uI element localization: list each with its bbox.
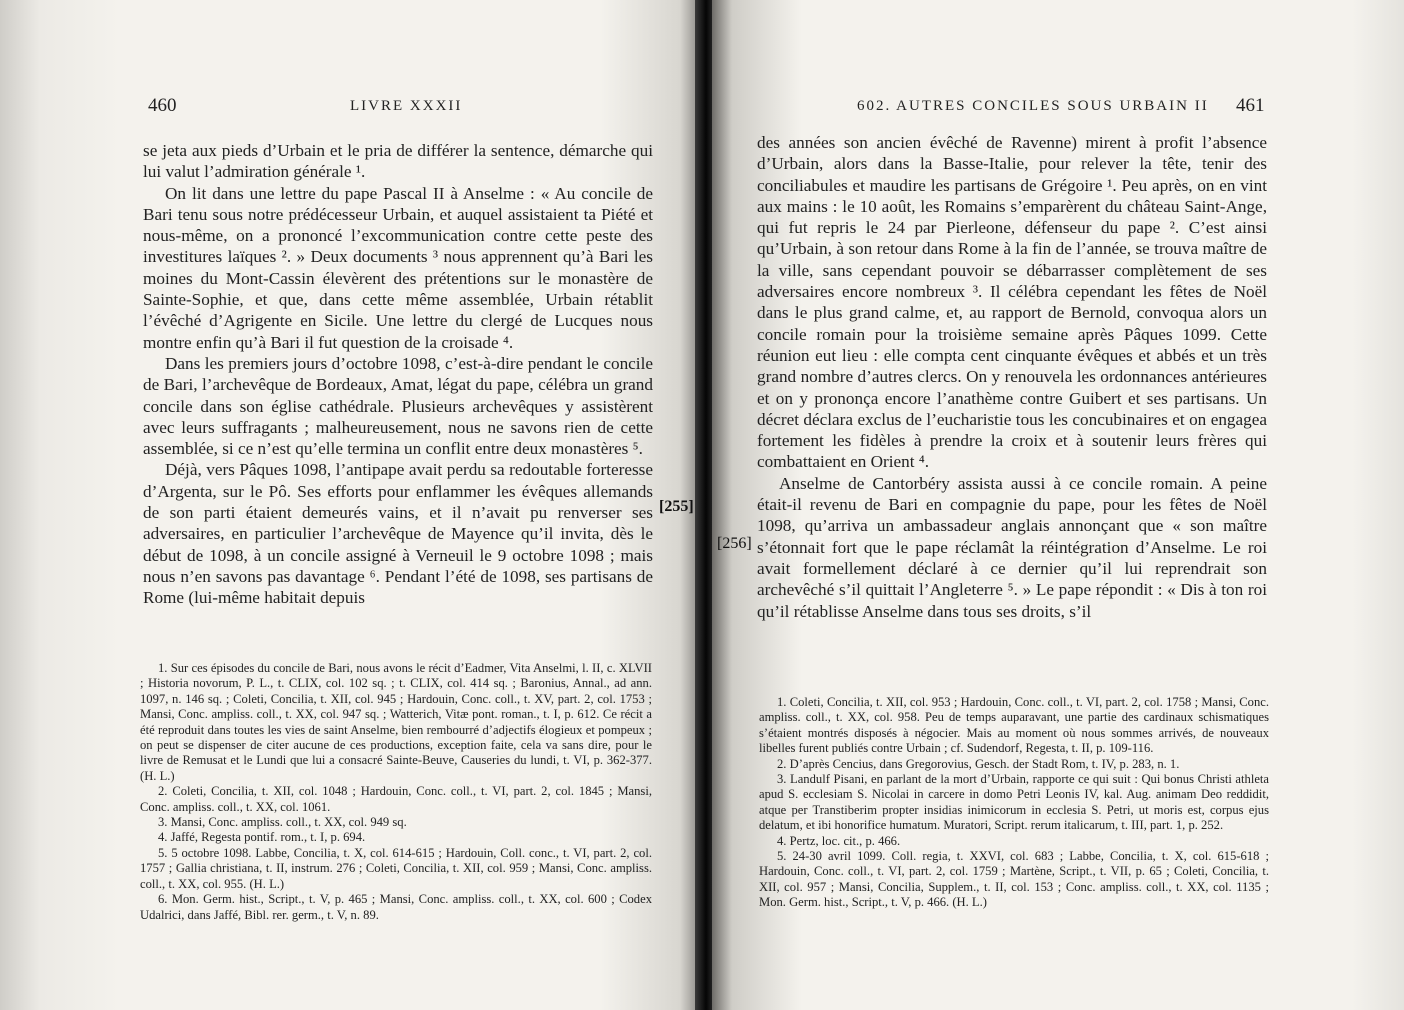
- body-text: [143, 140, 653, 609]
- right-page: [712, 0, 1404, 1010]
- footnote: 5. 24-30 avril 1099. Coll. regia, t. XXVI, col. 683 ; Labbe, Concilia, t. X, col. 615-618 ; Hardouin, Conc. coll., t. VI, part. 2, col. 1759 ; Martène, Script., t. VII, p. 65 ; Coleti, Concilia, t. XII, col. 957 ; Mansi, Concilia, Supplem., t. II, col. 153 ; Conc. ampliss. coll., t. XX, col. 1135 ; Mon. Germ. hist., Script., t. V, p. 466. (H. L.): [759, 849, 1269, 910]
- footnote: 3. Mansi, Conc. ampliss. coll., t. XX, col. 949 sq.: [158, 815, 407, 830]
- margin-marker: [256]: [717, 535, 752, 552]
- footnote: 1. Sur ces épisodes du concile de Bari, nous avons le récit d’Eadmer, Vita Anselmi, l. II, c. XLVII ; Historia novorum, P. L., t. CLIX, col. 102 sq. ; t. CLIX, col. 414 sq. ; Baronius, Annal., ad ann. 1097, n. 146 sq. ; Coleti, Concilia, t. XII, col. 945 ; Hardouin, Conc. coll., t. XV, part. 2, col. 1753 ; Mansi, Conc. ampliss. coll., t. XX, col. 947 sq. ; Watterich, Vitæ pont. roman., t. I, p. 612. Ce récit a été reproduit dans toutes les vies de saint Anselme, bien rembourré d’adjectifs élogieux et pompeux ; on peut se dispenser de citer aucune de ces productions, exception faite, cela va sans dire, pour le livre de Remusat et le Lundi que lui a consacré Sainte-Beuve, Causeries du lundi, t. VI, p. 362-377. (H. L.): [140, 661, 652, 783]
- left-page: [0, 0, 700, 1010]
- paragraph: se jeta aux pieds d’Urbain et le pria de différer la sentence, démarche qui lui valut l’admiration générale ¹.: [143, 141, 653, 182]
- footnote: 6. Mon. Germ. hist., Script., t. V, p. 465 ; Mansi, Conc. ampliss. coll., t. XX, col. 600 ; Codex Udalrici, dans Jaffé, Bibl. rer. germ., t. V, n. 89.: [140, 892, 652, 922]
- footnote: 5. 5 octobre 1098. Labbe, Concilia, t. X, col. 614-615 ; Hardouin, Coll. conc., t. VI, part. 2, col. 1757 ; Gallia christiana, t. II, instrum. 276 ; Coleti, Concilia, t. XII, col. 959 ; Mansi, Conc. ampliss. coll., t. XX, col. 955. (H. L.): [140, 845, 652, 891]
- paragraph: Dans les premiers jours d’octobre 1098, c’est-à-dire pendant le concile de Bari, l’archevêque de Bordeaux, Amat, légat du pape, célébra un grand concile dans son église cathédrale. Plusieurs archevêques y assistèrent avec leurs suffragants ; malheureusement, nous ne savons rien de cette assemblée, si ce n’est qu’elle termina un conflit entre deux monastères ⁵.: [143, 353, 653, 459]
- footnote: 1. Coleti, Concilia, t. XII, col. 953 ; Hardouin, Conc. coll., t. VI, part. 2, col. 1758 ; Mansi, Conc. ampliss. coll., t. XX, col. 958. Peu de temps auparavant, une partie des cardinaux schismatiques s’étaient montrés disposés à négocier. Mais au moment où nous sommes arrivés, de nouveaux libelles furent publiés contre Urbain ; cf. Sudendorf, Regesta, t. II, p. 109-116.: [759, 695, 1269, 756]
- paragraph: des années son ancien évêché de Ravenne) mirent à profit l’absence d’Urbain, alors dans la Basse-Italie, pour relever la tête, tenir des conciliabules et maudire les partisans de Grégoire ¹. Peu après, on en vint aux mains : le 10 août, les Romains s’emparèrent du château Saint-Ange, qui fut repris le 24 par Pierleone, défenseur du pape ². C’est ainsi qu’Urbain, à son retour dans Rome à la fin de l’année, se trouva maître de la ville, sans cependant pouvoir se débarrasser complètement de ses adversaires encore nombreux ³. Il célébra cependant les fêtes de Noël dans le plus grand calme, et, au rapport de Bernold, convoqua alors un concile romain pour la troisième semaine après Pâques 1099. Cette réunion eut lieu : elle compta cent cinquante évêques et abbés et un très grand nombre d’autres clercs. On y renouvela les ordonnances antérieures et on y prononça encore l’anathème contre Guibert et ses partisans. Un décret déclara exclus de l’eucharistie tous les concubinaires et on engagea fortement les fidèles à prendre la croix et à soutenir leurs frères qui combattaient en Orient ⁴.: [757, 133, 1267, 472]
- footnote: 2. Coleti, Concilia, t. XII, col. 1048 ; Hardouin, Conc. coll., t. VI, part. 2, col. 1845 ; Mansi, Conc. ampliss. coll., t. XX, col. 1061.: [140, 784, 652, 814]
- margin-marker: [255]: [659, 498, 694, 515]
- running-head: LIVRE XXXII: [350, 98, 463, 114]
- footnote: 4. Jaffé, Regesta pontif. rom., t. I, p. 694.: [158, 830, 366, 845]
- footnotes: [759, 695, 1269, 911]
- page-number: 461: [1236, 95, 1265, 116]
- paragraph: Anselme de Cantorbéry assista aussi à ce concile romain. A peine était-il revenu de Bari en compagnie du pape, pour les fêtes de Noël 1098, qu’arriva un ambassadeur anglais annonçant que « son maître s’étonnait fort que le pape réclamât la réintégration d’Anselme. Le roi avait formellement déclaré à ce dernier qu’il lui reprendrait son archevêché s’il quittait l’Angleterre ⁵. » Le pape répondit : « Dis à ton roi qu’il rétablisse Anselme dans tous ses droits, s’il: [757, 473, 1267, 621]
- running-head: 602. AUTRES CONCILES SOUS URBAIN II: [857, 98, 1209, 114]
- paragraph: On lit dans une lettre du pape Pascal II à Anselme : « Au concile de Bari tenu sous notre prédécesseur Urbain, et auquel assistaient ta Piété et nous-même, on a prononcé l’excommunication contre cette peste des investitures laïques ². » Deux documents ³ nous apprennent qu’à Bari les moines du Mont-Cassin élevèrent des prétentions sur le monastère de Sainte-Sophie, et que, dans cette même assemblée, Urbain rétablit l’évêché d’Agrigente en Sicile. Une lettre du clergé de Lucques nous montre enfin qu’à Bari il fut question de la croisade ⁴.: [143, 183, 653, 352]
- paragraph: Déjà, vers Pâques 1098, l’antipape avait perdu sa redoutable forteresse d’Argenta, sur le Pô. Ses efforts pour enflammer les évêques allemands de son parti étaient demeurés vains, et il n’avait pu renverser ses adversaires, en particulier l’archevêque de Mayence qu’il invita, dès le début de 1098, à un concile assigné à Verneuil le 9 octobre 1098 ; mais nous n’en savons pas davantage ⁶. Pendant l’été de 1098, ses partisans de Rome (lui-même habitait depuis: [143, 460, 653, 608]
- page-number: 460: [148, 95, 177, 116]
- footnote: 2. D’après Cencius, dans Gregorovius, Gesch. der Stadt Rom, t. IV, p. 283, n. 1.: [777, 756, 1180, 771]
- footnote: 4. Pertz, loc. cit., p. 466.: [777, 833, 901, 848]
- footnotes: [140, 661, 652, 923]
- footnote: 3. Landulf Pisani, en parlant de la mort d’Urbain, rapporte ce qui suit : Qui bonus Christi athleta apud S. ecclesiam S. Nicolai in carcere in domo Petri Leonis IV, kal. Aug. animam Deo reddidit, atque per Transtiberim propter insidias inimicorum in ecclesia S. Petri, ut moris est, corpus ejus delatum, et ibi honorifice humatum. Muratori, Script. rerum italicarum, t. III, part. 1, p. 252.: [759, 772, 1269, 833]
- body-text: [757, 132, 1267, 622]
